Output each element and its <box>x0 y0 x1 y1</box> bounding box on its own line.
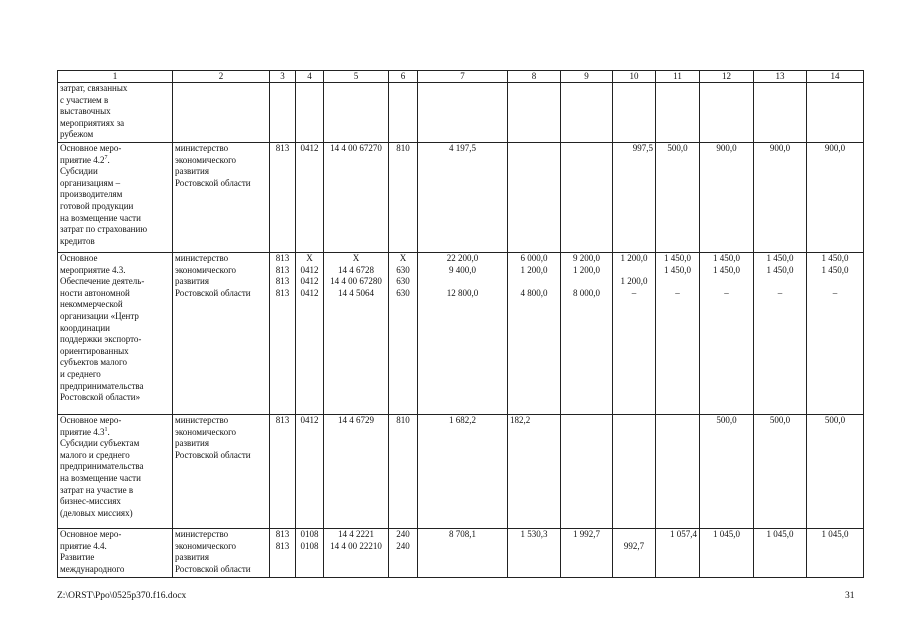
csr-cell: 14 4 6729 <box>324 415 389 529</box>
header-cell: 4 <box>296 71 324 83</box>
csr-cell: X 14 4 6728 14 4 00 67280 14 4 5064 <box>324 253 389 415</box>
amount-cell <box>656 415 700 529</box>
vr-cell: 810 <box>389 415 418 529</box>
measure-name-cell: затрат, связанных с участием в выставочных мероприятиях за рубежом <box>58 83 173 143</box>
csr-cell: 14 4 00 67270 <box>324 143 389 253</box>
amount-cell: 500,0 <box>700 415 754 529</box>
header-cell: 13 <box>754 71 807 83</box>
amount-cell <box>613 415 656 529</box>
rzpr-cell: 0108 0108 <box>296 529 324 578</box>
amount-cell: 6 000,0 1 200,0 4 800,0 <box>508 253 561 415</box>
header-cell: 9 <box>561 71 613 83</box>
budget-table <box>57 70 864 578</box>
header-cell: 10 <box>613 71 656 83</box>
table-row <box>58 83 864 143</box>
grbs-cell: 813 813 <box>270 529 296 578</box>
rzpr-cell: X 0412 0412 0412 <box>296 253 324 415</box>
header-cell: 14 <box>807 71 864 83</box>
amount-cell: 992,7 <box>613 529 656 578</box>
amount-cell: 1 450,0 1 450,0 – <box>807 253 864 415</box>
amount-cell: 900,0 <box>807 143 864 253</box>
amount-cell: 1 057,4 <box>656 529 700 578</box>
vr-cell: 810 <box>389 143 418 253</box>
csr-cell: 14 4 2221 14 4 00 22210 <box>324 529 389 578</box>
table-header-row <box>58 71 864 83</box>
header-cell: 6 <box>389 71 418 83</box>
amount-cell: 1 045,0 <box>807 529 864 578</box>
amount-cell: 1 045,0 <box>754 529 807 578</box>
rzpr-cell: 0412 <box>296 143 324 253</box>
header-cell: 7 <box>418 71 508 83</box>
header-cell: 1 <box>58 71 173 83</box>
total-cell: 8 708,1 <box>418 529 508 578</box>
amount-cell: 182,2 <box>508 415 561 529</box>
measure-name-cell: Основное меро- приятие 4.4. Развитие международного <box>58 529 173 578</box>
measure-name-cell: Основное мероприятие 4.3. Обеспечение деятель- ности автономной некоммерческой организации «Центр координации поддержки экспорто- ориентированных субъектов малого и среднего предпринимательства Ростовской области» <box>58 253 173 415</box>
vr-cell: X 630 630 630 <box>389 253 418 415</box>
footnote-mark: 1 <box>104 426 108 433</box>
amount-cell: 1 450,0 1 450,0 – <box>754 253 807 415</box>
measure-name-cell: Основное меро- приятие $4.2^7$. Субсидии организациям – производителям готовой продукции на возмещение части затрат по страхованию кредитов <box>58 143 173 253</box>
total-cell: 22 200,0 9 400,0 12 800,0 <box>418 253 508 415</box>
amount-cell: 900,0 <box>754 143 807 253</box>
rzpr-cell: 0412 <box>296 415 324 529</box>
amount-cell: 9 200,0 1 200,0 8 000,0 <box>561 253 613 415</box>
amount-cell: 1 450,0 1 450,0 – <box>656 253 700 415</box>
header-cell: 11 <box>656 71 700 83</box>
executor-cell: министерство экономического развития Ростовской области <box>173 253 270 415</box>
amount-cell <box>561 415 613 529</box>
header-cell: 12 <box>700 71 754 83</box>
table-row <box>58 253 864 415</box>
header-cell: 8 <box>508 71 561 83</box>
amount-cell: 1 200,0 1 200,0 – <box>613 253 656 415</box>
amount-cell <box>508 143 561 253</box>
amount-cell: 1 045,0 <box>700 529 754 578</box>
header-cell: 3 <box>270 71 296 83</box>
measure-name-cell: Основное меро- приятие $4.3^1$. Субсидии субъектам малого и среднего предпринимательства на возмещение части затрат на участие в бизнес-миссиях (деловых миссиях) <box>58 415 173 529</box>
amount-cell: 1 530,3 <box>508 529 561 578</box>
table-row <box>58 143 864 253</box>
amount-cell: 500,0 <box>754 415 807 529</box>
amount-cell <box>561 143 613 253</box>
executor-cell: министерство экономического развития Ростовской области <box>173 143 270 253</box>
amount-cell: 1 450,0 1 450,0 – <box>700 253 754 415</box>
header-cell: 2 <box>173 71 270 83</box>
amount-cell: 900,0 <box>700 143 754 253</box>
total-cell: 4 197,5 <box>418 143 508 253</box>
page-number: 31 <box>845 591 855 601</box>
vr-cell: 240 240 <box>389 529 418 578</box>
amount-cell: 500,0 <box>656 143 700 253</box>
executor-cell: министерство экономического развития Ростовской области <box>173 415 270 529</box>
amount-cell: 1 992,7 <box>561 529 613 578</box>
header-cell: 5 <box>324 71 389 83</box>
table-row <box>58 415 864 529</box>
grbs-cell: 813 813 813 813 <box>270 253 296 415</box>
executor-cell: министерство экономического развития Ростовской области <box>173 529 270 578</box>
amount-cell: 997,5 <box>613 143 656 253</box>
total-cell: 1 682,2 <box>418 415 508 529</box>
grbs-cell: 813 <box>270 415 296 529</box>
amount-cell: 500,0 <box>807 415 864 529</box>
footer-file-path: Z:\ORST\Ppo\0525p370.f16.docx <box>57 591 187 601</box>
footnote-mark: 7 <box>104 154 108 161</box>
grbs-cell: 813 <box>270 143 296 253</box>
table-row <box>58 529 864 578</box>
